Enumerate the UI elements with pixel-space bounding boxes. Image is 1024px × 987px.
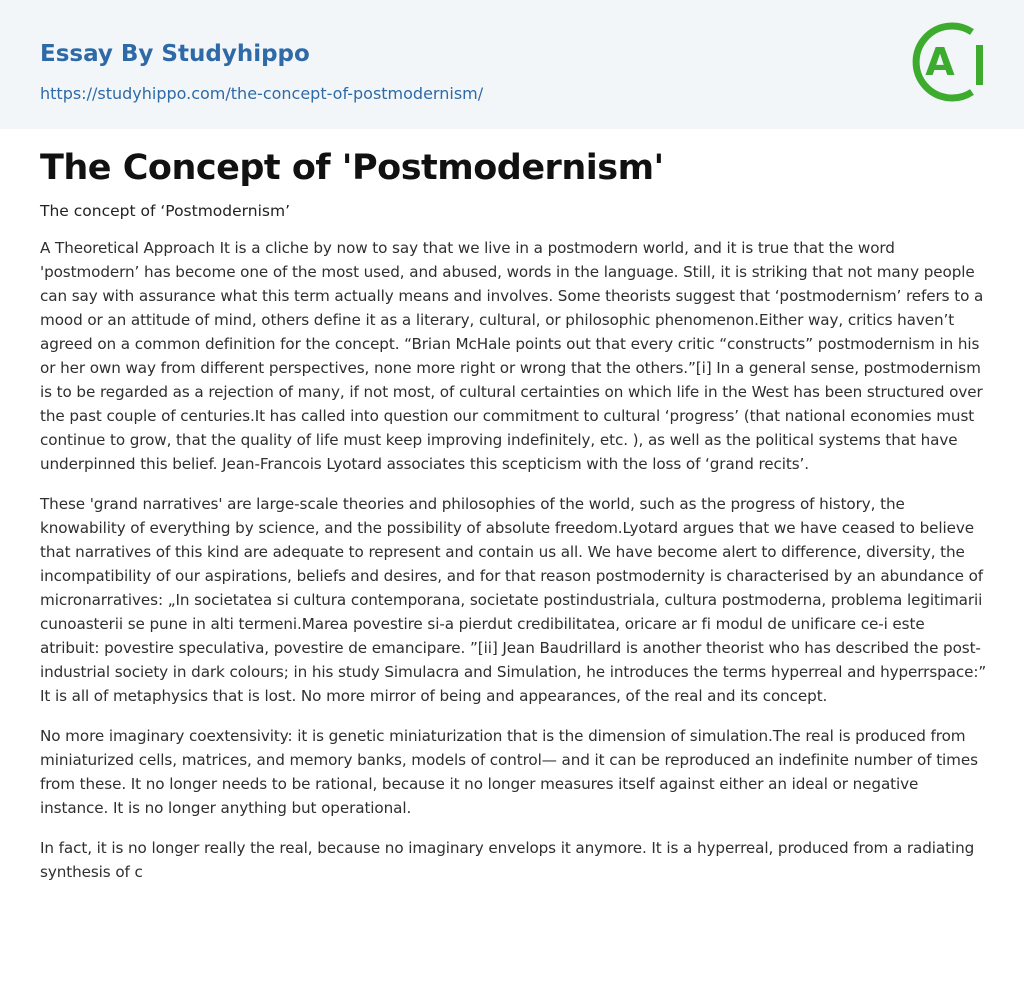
site-header <box>0 0 1024 129</box>
logo[interactable] <box>910 18 988 106</box>
paragraph-4: In fact, it is no longer really the real, because no imaginary envelops it anymore. It is a hyperreal, produced from a radiating synthesis of c <box>40 839 975 881</box>
brand-title[interactable]: Essay By Studyhippo <box>40 41 310 67</box>
logo-letter: A <box>925 40 955 84</box>
paragraph-3: No more imaginary coextensivity: it is genetic miniaturization that is the dimension of simulation.The real is produced from miniaturized cells, matrices, and memory banks, models of control— and it can be reproduced an indefinite number of times from these. It no longer needs to be rational, because it no longer measures itself against either an ideal or negative instance. It is no longer anything but operational. <box>40 727 978 817</box>
article-content <box>40 146 988 884</box>
paragraph-1: A Theoretical Approach It is a cliche by now to say that we live in a postmodern world, and it is true that the word 'postmodern’ has become one of the most used, and abused, words in the language. Still, it is striking that not many people can say with assurance what this term actually means and involves. Some theorists suggest that ‘postmodernism’ refers to a mood or an attitude of mind, others define it as a literary, cultural, or philosophic phenomenon.Either way, critics haven’t agreed on a common definition for the concept. “Brian McHale points out that every critic “constructs” postmodernism in his or her own way from different perspectives, none more right or wrong that the others.”[i] In a general sense, postmodernism is to be regarded as a rejection of many, if not most, of cultural certainties on which life in the West has been structured over the past couple of centuries.It has called into question our commitment to cultural ‘progress’ (that national economies must continue to grow, that the quality of life must keep improving indefinitely, etc. ), as well as the political systems that have underpinned this belief. Jean-Francois Lyotard associates this scepticism with the loss of ‘grand recits’. <box>40 239 984 473</box>
paragraph-2: These 'grand narratives' are large-scale theories and philosophies of the world, such as the progress of history, the knowability of everything by science, and the possibility of absolute freedom.Lyotard argues that we have ceased to believe that narratives of this kind are adequate to represent and contain us all. We have become alert to difference, diversity, the incompatibility of our aspirations, beliefs and desires, and for that reason postmodernity is characterised by an abundance of micronarratives: „In societatea si cultura contemporana, societate postindustriala, cultura postmoderna, problema legitimarii cunoasterii se pune in alti termeni.Marea povestire si-a pierdut credibilitatea, oricare ar fi modul de unificare ce-i este atribuit: povestire speculativa, povestire de emancipare. ”[ii] Jean Baudrillard is another theorist who has described the post-industrial society in dark colours; in his study Simulacra and Simulation, he introduces the terms hyperreal and hyperrspace:” It is all of metaphysics that is lost. No more mirror of being and appearances, of the real and its concept. <box>40 495 987 705</box>
logo-icon <box>910 18 988 106</box>
page-title: The Concept of 'Postmodernism' <box>40 148 664 188</box>
article-url-link[interactable]: https://studyhippo.com/the-concept-of-postmodernism/ <box>40 84 484 103</box>
article-subtitle: The concept of ‘Postmodernism’ <box>40 202 290 220</box>
